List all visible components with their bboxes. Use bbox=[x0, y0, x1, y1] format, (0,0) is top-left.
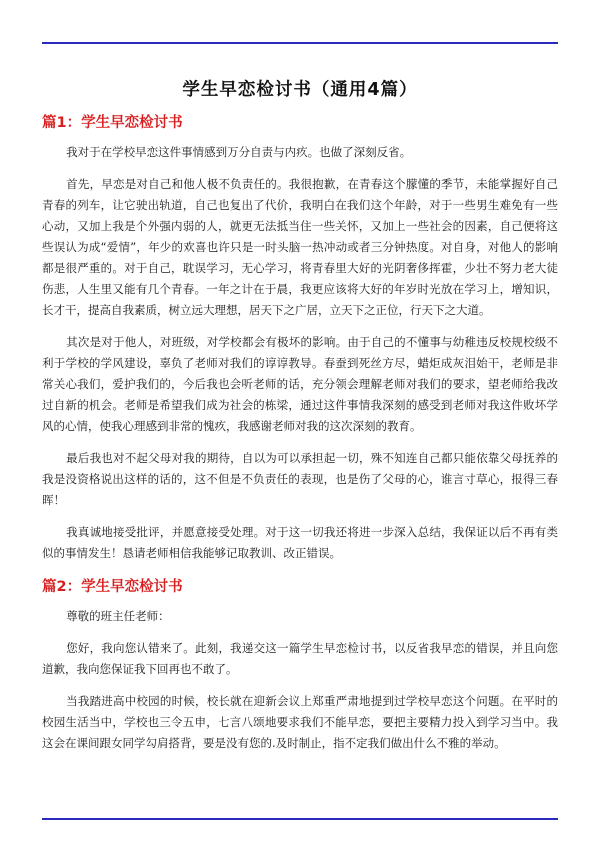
section-heading-1: 篇1：学生早恋检讨书 bbox=[42, 115, 183, 131]
section-1-paragraph: 最后我也对不起父母对我的期待，自以为可以承担起一切，殊不知连自己都只能依靠父母抚养的我是没资格说出这样的话的，这不但是不负责任的表现，也是伤了父母的心，谁言寸草心，报得三春晖！ bbox=[42, 451, 558, 507]
document-title: 学生早恋检讨书（通用4篇） bbox=[182, 80, 418, 100]
section-1-paragraph: 我真诚地接受批评，并愿意接受处理。对于这一切我还将进一步深入总结，我保证以后不再有类似的事情发生！恳请老师相信我能够记取教训、改正错误。 bbox=[42, 525, 558, 560]
section-2-paragraph: 当我踏进高中校园的时候，校长就在迎新会议上郑重严肃地提到过学校早恋这个问题。在平时的校园生活当中，学校也三令五申，七言八颂地要求我们不能早恋，要把主要精力投入到学习当中。我这会在课间跟女同学勾肩搭背，要是没有您的.及时制止，指不定我们做出什么不雅的举动。 bbox=[42, 694, 558, 750]
top-rule bbox=[42, 42, 558, 44]
section-1-paragraph: 首先，早恋是对自己和他人极不负责任的。我很抱歉，在青春这个朦懂的季节，未能掌握好自己青春的列车，让它驶出轨道，自己也复出了代价，我明白在我们这个年龄，对于一些男生难免有一些心动，又加上我是个外强内弱的人，就更无法抵当住一些关怀，又加上一些社会的因素，自己便将这些误认为成“爱情”，年少的欢喜也许只是一时头脑一热冲动或者三分钟热度。对自身，对他人的影响都是很严重的。对于自己，耽误学习，无心学习，将青春里大好的光阴奢侈挥霍，少壮不努力老大徒伤悲，人生里又能有几个青春。一年之计在于晨，我更应该将大好的年岁时光放在学习上，增知识，长才干，提高自我素质，树立远大理想，居天下之广居，立天下之正位，行天下之大道。 bbox=[42, 177, 558, 317]
section-1-paragraph: 其次是对于他人，对班级，对学校都会有极坏的影响。由于自己的不懂事与幼稚违反校规校级不利于学校的学风建设，辜负了老师对我们的谆谆教导。春蚕到死丝方尽，蜡炬成灰泪始干，老师是非常关心我们，爱护我们的，今后我也会听老师的话，充分领会理解老师对我们的要求，望老师给我改过自新的机会。老师是希望我们成为社会的栋梁，通过这件事情我深刻的感受到老师对我这件败坏学风的心情，使我心理感到非常的愧疚，我感谢老师对我的这次深刻的教育。 bbox=[42, 335, 558, 433]
document-page bbox=[42, 62, 558, 765]
bottom-rule bbox=[42, 818, 558, 820]
section-2-paragraph: 尊敬的班主任老师： bbox=[66, 609, 170, 623]
section-2-paragraph: 您好，我向您认错来了。此刻，我递交这一篇学生早恋检讨书，以反省我早恋的错误，并且向您道歉，我向您保证我下回再也不敢了。 bbox=[42, 641, 558, 676]
section-heading-2: 篇2：学生早恋检讨书 bbox=[42, 579, 183, 595]
section-1-paragraph: 我对于在学校早恋这件事情感到万分自责与内疚。也做了深刻反省。 bbox=[66, 145, 412, 159]
